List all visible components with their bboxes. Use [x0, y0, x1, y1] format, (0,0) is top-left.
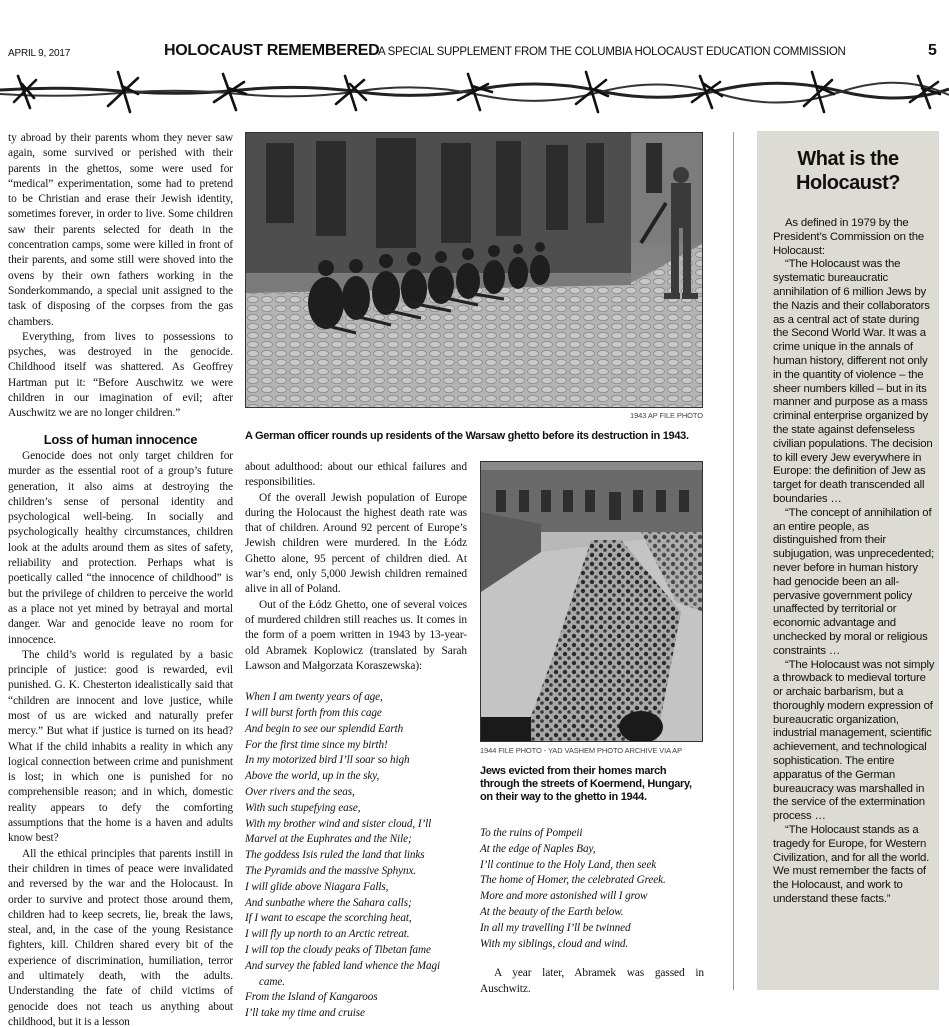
poem-line: For the first time since my birth!	[245, 738, 388, 751]
photo-credit: 1943 AP FILE PHOTO	[630, 411, 703, 420]
column-divider	[733, 132, 734, 990]
poem-line: Above the world, up in the sky,	[245, 770, 380, 783]
poem-line: I will top the cloudy peaks of Tibetan fame	[245, 943, 431, 956]
article-column-1	[8, 131, 233, 1027]
poem-line: With my brother wind and sister cloud, I’ll	[245, 817, 432, 830]
poem-line: In all my travelling I’ll be twinned	[480, 921, 631, 934]
sidebar-box	[757, 131, 939, 990]
poem-line: If I want to escape the scorching heat,	[245, 912, 412, 925]
poem-line: came.	[259, 975, 285, 988]
masthead	[0, 40, 949, 66]
poem-line: I will burst forth from this cage	[245, 706, 382, 719]
poem-line: And begin to see our splendid Earth	[245, 722, 404, 735]
poem-line: I’ll continue to the Holy Land, then seek	[480, 858, 657, 871]
paragraph: ty abroad by their parents whom they never saw again, some survived or perished with their parents in the ghettos, some were used for “medical” experimentation, some had to pretend to be Christian and erase their Jewish identity, sometimes forever, in order to live. Some children saw their parents selected for death in the concentration camps, some were killed in front of their parents, and some still were shoved into the ovens by their own fathers working in the Sonderkommando, a special unit assigned to the task of disposing of the corpses from the gas chambers.	[8, 132, 233, 328]
poem-verse	[245, 690, 467, 1022]
poem-line: At the edge of Naples Bay,	[480, 842, 596, 855]
poem-line: Over rivers and the seas,	[245, 785, 355, 798]
paragraph: Out of the Łódz Ghetto, one of several voices of murdered children still reaches us. It comes in the form of a poem written in 1943 by 13-year-old Abramek Koplowicz (translated by Sarah Lawson and Małgorzata Koraszewska):	[245, 598, 467, 672]
poem-line: I’ll take my time and cruise	[245, 1007, 365, 1020]
section-title: HOLOCAUST REMEMBERED	[164, 42, 380, 59]
poem-line: With such stupefying ease,	[245, 801, 361, 814]
poem-line: The Pyramids and the massive Sphynx.	[245, 864, 417, 877]
poem-line: And sunbathe where the Sahara calls;	[245, 896, 412, 909]
paragraph: Everything, from lives to possessions to psyches, was destroyed in the genocide. Childhood itself was shattered. As Geoffrey Hartman put it: “Before Auschwitz we were children in our imagination of evil; after Auschwitz we are no longer children.”	[8, 330, 233, 420]
photo-caption: A German officer rounds up residents of the Warsaw ghetto before its destruction in 1943.	[245, 430, 689, 442]
poem-line: Marvel at the Euphrates and the Nile;	[245, 833, 412, 846]
poem-line: More and more astonished will I grow	[480, 890, 648, 903]
issue-date: APRIL 9, 2017	[8, 48, 71, 59]
paragraph: “The concept of annihilation of an entire people, as distinguished from their subjugation, was unprecedented; never before in human history had genocide been an all-pervasive government policy unaffected by territorial or economic advantage and unchecked by moral or religious constraints …	[773, 506, 934, 657]
warsaw-ghetto-photo	[245, 132, 703, 408]
paragraph: As defined in 1979 by the President’s Commission on the Holocaust:	[773, 217, 924, 257]
poem-line: To the ruins of Pompeii	[480, 827, 583, 839]
paragraph: “The Holocaust was the systematic bureaucratic annihilation of 6 million Jews by the Nazis and their collaborators as a central act of state during the Second World War. It was a crime unique in the annals of human history, different not only in the quantity of violence – the sheer numbers killed – but in its manner and purpose as a mass criminal enterprise organized by the state against defenseless civilian populations. The decision to kill every Jew everywhere in Europe: the definition of Jew as target for death transcended all boundaries …	[773, 258, 933, 505]
barbed-wire-icon	[0, 64, 949, 122]
photo-caption: Jews evicted from their homes march through the streets of Koermend, Hungary, on their way to the ghetto in 1944.	[480, 765, 692, 803]
photo-credit: 1944 FILE PHOTO - YAD VASHEM PHOTO ARCHIVE VIA AP	[480, 746, 682, 755]
poem-line: With my siblings, cloud and wind.	[480, 937, 629, 950]
article-column-3	[480, 826, 704, 997]
koermend-march-photo	[480, 461, 703, 742]
paragraph: Genocide does not only target children for murder as the essential root of a group’s future generation, it also aims at destroying the children’s sense of personal identity and psychological well-being. In socially and psychologically healthy circumstances, children look at the adults around them as sites of safety, reliability and protection. Perhaps what is poetically called “the innocence of childhood” is but the privilege of children to perceive the world as a place not yet mined by betrayal and mortal danger. War and genocide leave no room for innocence.	[8, 449, 233, 646]
poem-line: I will fly up north to an Arctic retreat.	[245, 928, 410, 941]
poem-line: When I am twenty years of age,	[245, 691, 383, 704]
poem-line: In my motorized bird I’ll soar so high	[245, 754, 410, 767]
paragraph: “The Holocaust was not simply a throwback to medieval torture or archaic barbarism, but a thoroughly modern expression of bureaucratic organization, industrial management, scientific achievement, and technological sophistication. The entire apparatus of the German bureaucracy was marshalled in the service of the extermination process …	[773, 658, 935, 823]
sidebar-body	[773, 217, 935, 907]
poem-line: The goddess Isis ruled the land that links	[245, 849, 425, 862]
poem-line: From the Island of Kangaroos	[245, 991, 378, 1004]
paragraph: Of the overall Jewish population of Europe during the Holocaust the highest death rate was that of children. Around 92 percent of Europe’s Jewish children were murdered. In the Łódz Ghetto alone, 95 percent of children died. At war’s end, only 5,000 Jewish children remained alive in all of Poland.	[245, 491, 467, 596]
paragraph: “The Holocaust stands as a tragedy for Europe, for Western Civilization, and for all the world. We must remember the facts of the Holocaust, and work to understand these facts.”	[773, 824, 930, 906]
paragraph: All the ethical principles that parents instill in their children in times of peace were invalidated and reversed by the war and the Holocaust. In order to survive and protect those around them, children had to keep secrets, lie, break the laws, steal, and, in the case of the young Resistance fighters, kill. Children shared every bit of the experience of discrimination, humiliation, terror and ultimately death, with the adults. Understanding the fate of child victims of genocide does not teach us anything about childhood, but it is a lesson	[8, 847, 233, 1027]
subheading: Loss of human innocence	[43, 431, 198, 447]
paragraph: The child’s world is regulated by a basic principle of justice: good is rewarded, evil punished. G. K. Chesterton idealistically said that “children are innocent and love justice, while most of us are wicked and naturally prefer mercy.” But what if justice is turned on its head? What if the child inhabits a reality in which any logical connection between crime and punishment is lost; in which one is punished for no comprehensible reason; and in which, domestic reality appears to defy the comforting assumptions that the home is a haven and adults know best?	[8, 648, 233, 845]
poem-verse	[480, 826, 704, 952]
article-column-2	[245, 460, 467, 1022]
paragraph: A year later, Abramek was gassed in Auschwitz.	[480, 967, 704, 995]
poem-line: I will glide above Niagara Falls,	[245, 880, 389, 893]
page-number: 5	[928, 42, 937, 59]
paragraph: about adulthood: about our ethical failures and responsibilities.	[245, 461, 467, 489]
poem-line: The home of Homer, the celebrated Greek.	[480, 874, 666, 887]
sidebar-title: What is the Holocaust?	[796, 148, 900, 194]
poem-line: And survey the fabled land whence the Magi	[245, 959, 440, 972]
poem-line: At the beauty of the Earth below.	[480, 905, 624, 918]
section-subtitle: A SPECIAL SUPPLEMENT FROM THE COLUMBIA HOLOCAUST EDUCATION COMMISSION	[378, 46, 846, 58]
